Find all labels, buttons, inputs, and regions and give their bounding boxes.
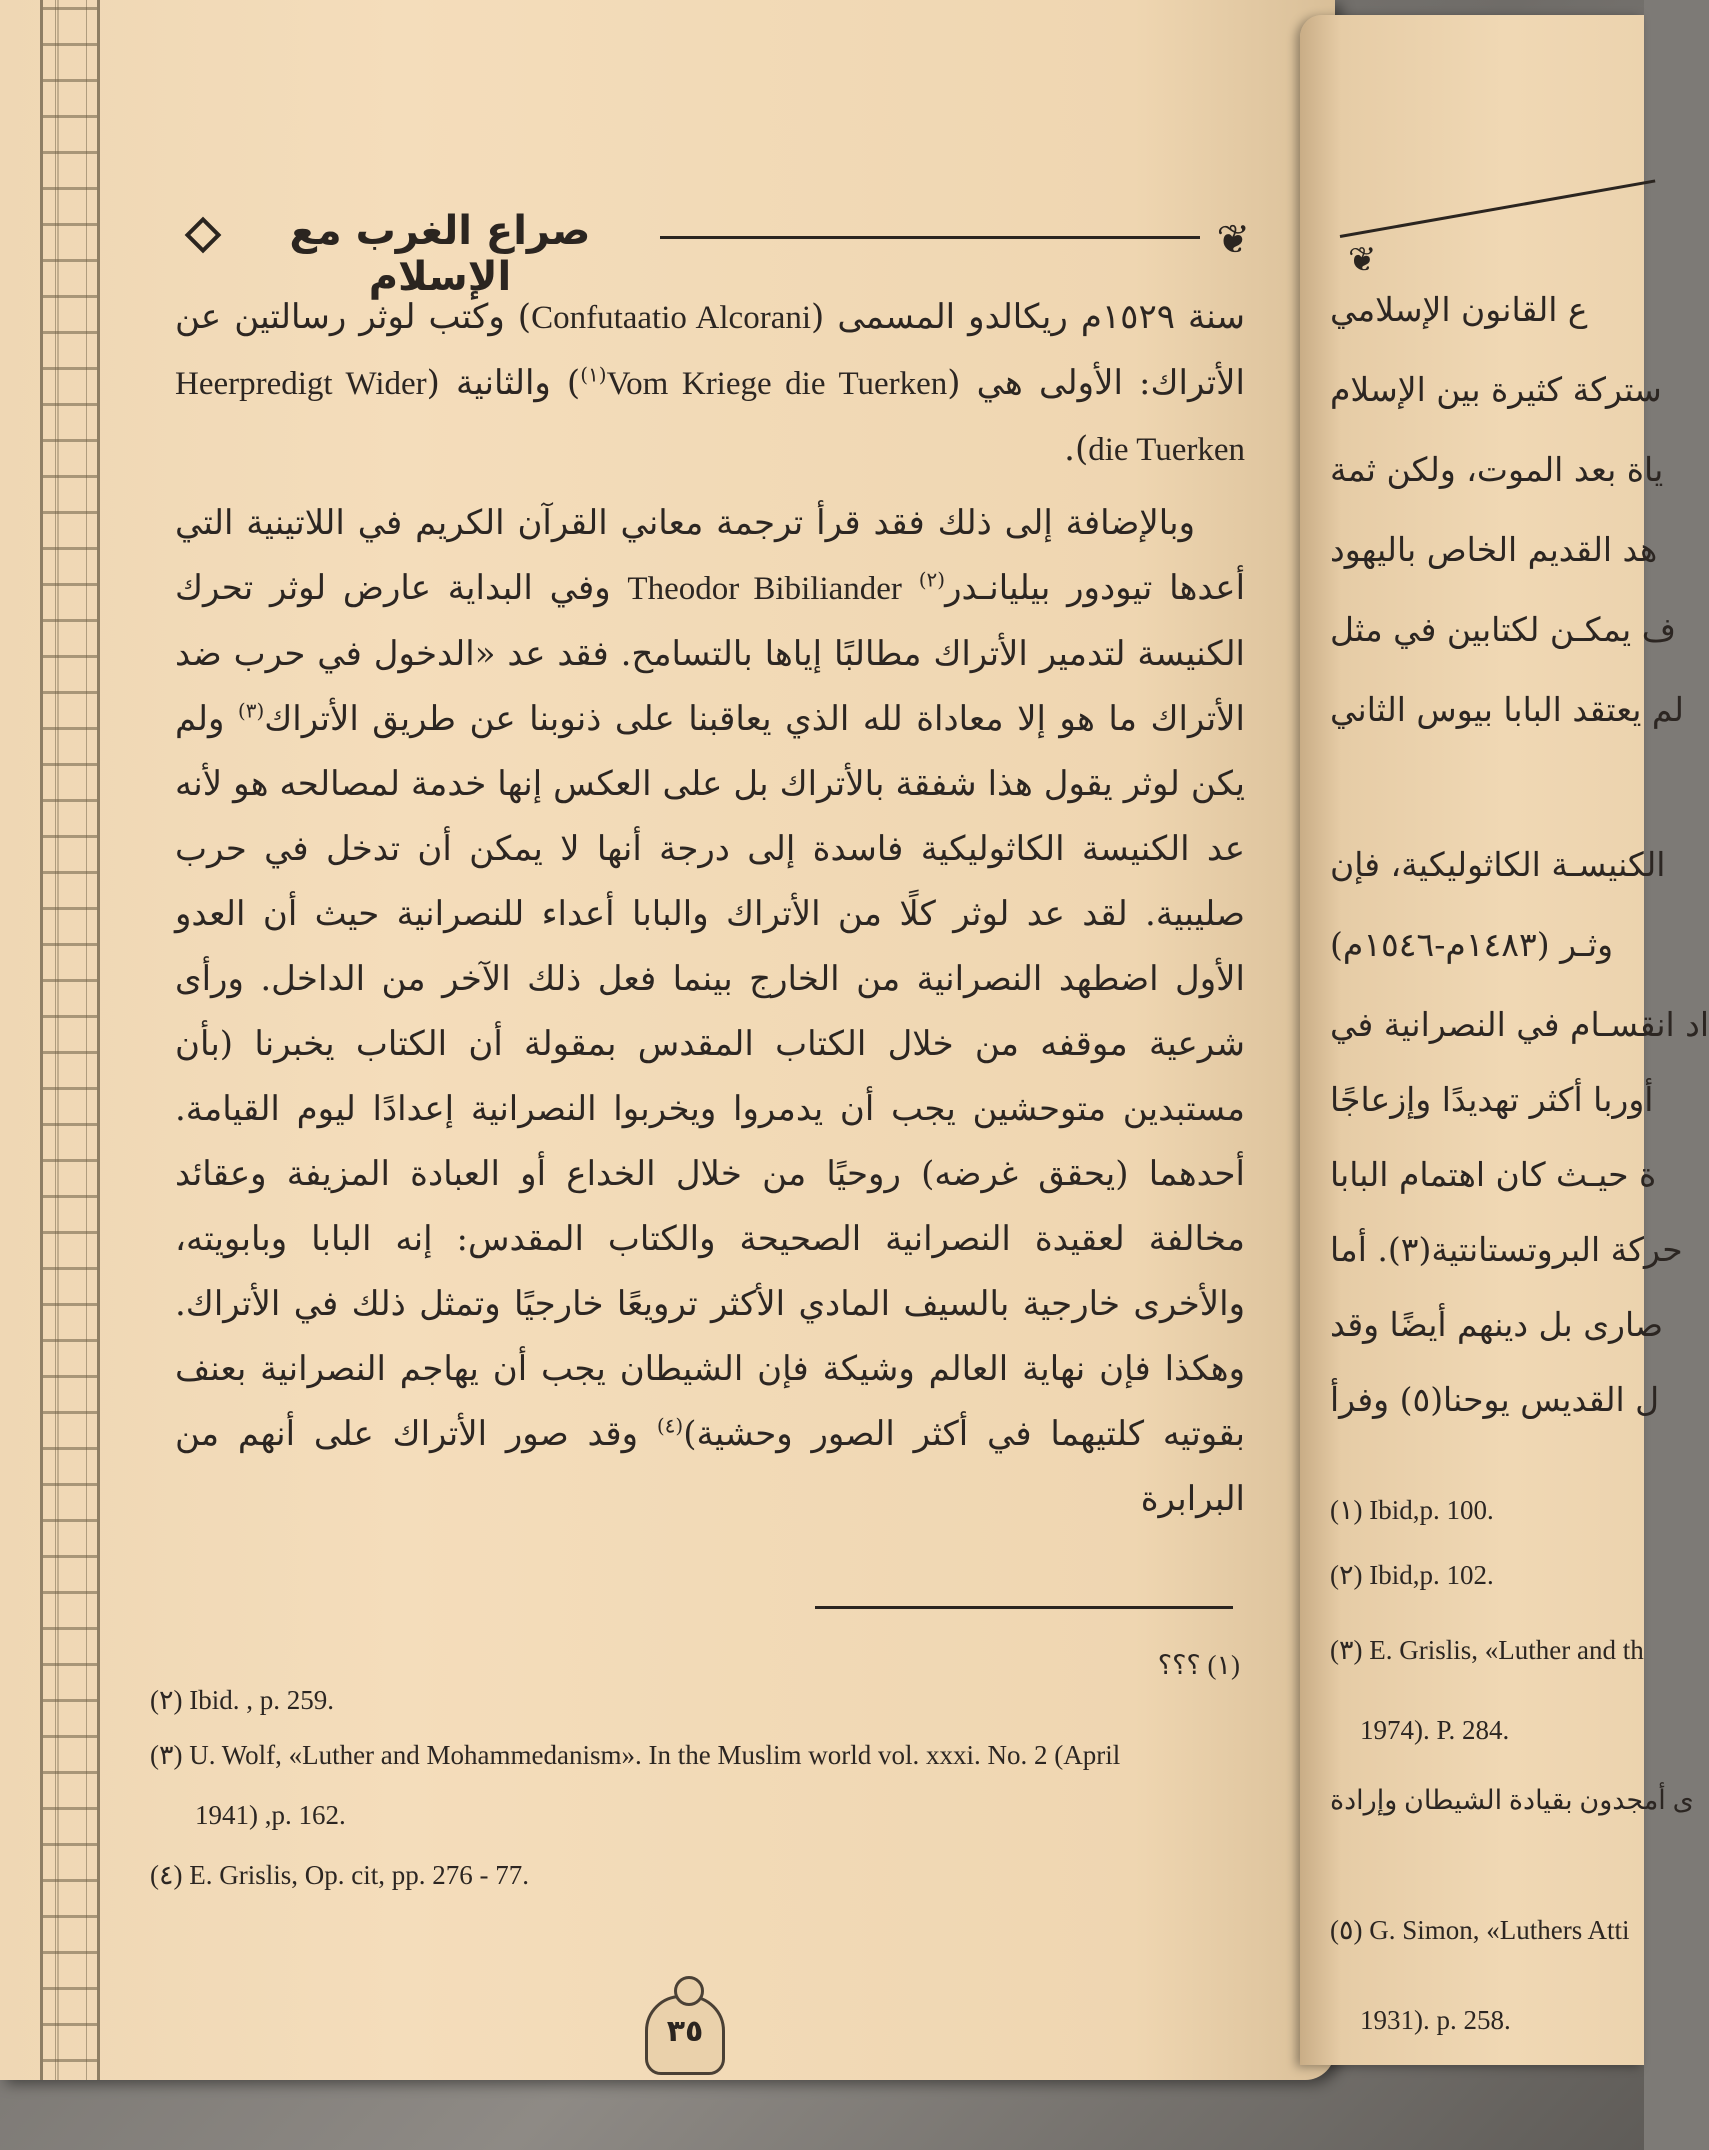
footnote-ref-4: (٤) [656,1413,684,1438]
footnote-separator-rule [815,1606,1233,1609]
right-footnote: ى أمجدون بقيادة الشيطان وإرادة [1330,1785,1694,1815]
footnote-1: (١) ؟؟؟ [1157,1650,1240,1680]
right-footnote: 1931). p. 258. [1360,2005,1511,2035]
right-footnote: (٢) Ibid,p. 102. [1330,1560,1494,1590]
right-line: ل القديس يوحنا(٥) وفرأ [1330,1380,1660,1419]
latin-title-vom-kriege: Vom Kriege die Tuerken [606,366,948,402]
right-line: صارى بل دينهم أيضًا وقد [1330,1305,1664,1344]
paragraph-2: وبالإضافة إلى ذلك فقد قرأ ترجمة معاني القرآن الكريم في اللاتينية التي أعدها تيودور بيليانـدر$^{(٢)}$ Theodor Bibiliander وفي البداية عارض لوثر تحرك الكنيسة لتدمير الأتراك مطالبًا إياها بالتسامح. فقد عد «الدخول في حرب ضد الأتراك ما هو إلا معاداة لله الذي يعاقبنا على ذنوبنا عن طريق الأتراك$^{(٣)}$ ولم يكن لوثر يقول هذا شفقة بالأتراك بل على العكس إنها خدمة لمصالحه هو لأنه عد الكنيسة الكاثوليكية فاسدة إلى درجة أنها لا يمكن أن تدخل في حرب صليبية. لقد عد لوثر كلًا من الأتراك والبابا أعداء للنصرانية حيث أن العدو الأول اضطهد النصرانية من الخارج بينما فعل ذلك الآخر من الداخل. ورأى شرعية موقفه من خلال الكتاب المقدس بمقولة أن الكتاب يخبرنا (بأن مستبدين متوحشين يجب أن يدمروا ويخربوا النصرانية إعدادًا ليوم القيامة. أحدهما (يحقق غرضه) روحيًا من خلال الخداع أو العبادة المزيفة وعقائد مخالفة لعقيدة النصرانية الصحيحة والكتاب المقدس: إنه البابا وبابويته، والأخرى خارجية بالسيف المادي الأكثر ترويعًا خارجيًا وتمثل ذلك في الأتراك. وهكذا فإن نهاية العالم وشيكة فإن الشيطان يجب أن يهاجم النصرانية بعنف بقوتيه كلتيهما في أكثر الصور وحشية)$^{(٤)}$ وقد صور الأتراك على أنهم من البرابرة [175,503,1246,1519]
paragraph-1: سنة ١٥٢٩م ريكالدو المسمى (Confutaatio Alcorani) وكتب لوثر رسالتين عن الأتراك: الأولى هي (Vom Kriege die Tuerken$^{(١)}$) والثانية (Heerpredigt Wider die Tuerken). [175,297,1245,469]
running-header-title: صراع الغرب مع الإسلام [289,208,591,300]
right-line: اد انقسـام في النصرانية في [1330,1005,1709,1044]
right-line: حركة البروتستانتية(٣). أما [1330,1230,1683,1269]
footnote-3-continuation: 1941) ,p. 162. [195,1800,346,1830]
right-line: أوربا أكثر تهديدًا وإزعاجًا [1330,1080,1654,1119]
right-footnote: (١) Ibid,p. 100. [1330,1495,1494,1525]
header-rule [660,236,1200,239]
right-line: وثـر (١٤٨٣م-١٥٤٦م) [1330,925,1614,964]
footnote-ref-1: (١) [580,362,607,387]
right-line: ف يمكـن لكتابين في مثل [1330,610,1676,649]
right-footnote: (٥) G. Simon, «Luthers Atti [1330,1915,1630,1945]
latin-title-confutatio: Confutaatio Alcorani [531,300,812,336]
footnote-3: (٣) U. Wolf, «Luther and Mohammedanism». In the Muslim world vol. xxxi. No. 2 (April [150,1740,1121,1770]
right-footnote: 1974). P. 284. [1360,1715,1510,1745]
ornamental-border [40,0,100,2080]
right-line: هد القديم الخاص باليهود [1330,530,1658,569]
right-line: ياة بعد الموت، ولكن ثمة [1330,450,1664,489]
right-line: الكنيسـة الكاثوليكية، فإن [1330,845,1666,884]
right-page-partial [1300,15,1709,2065]
right-header-rule [1340,179,1656,238]
right-line: ع القانون الإسلامي [1330,290,1588,329]
right-footnote: (٣) E. Grislis, «Luther and th [1330,1635,1644,1665]
page-number-medallion [645,1995,725,2075]
right-line: ستركة كثيرة بين الإسلام [1330,370,1662,409]
latin-title-heerpredigt: Heerpredigt Wider die Tuerken [175,366,1245,468]
diamond-ornament-icon [185,217,222,254]
page-number: ٣٥ [666,2014,704,2049]
footnote-ref-2: (٢) [918,567,946,592]
flourish-ornament-icon: ❦ [1216,217,1250,263]
right-line: لم يعتقد البابا بيوس الثاني [1330,690,1684,729]
right-flourish-ornament-icon: ❦ [1348,240,1377,280]
footnote-ref-3: (٣) [237,698,265,723]
right-line: ة حيـث كان اهتمام البابا [1330,1155,1657,1194]
main-text [175,285,1245,1532]
running-header [190,200,1270,300]
footnote-4: (٤) E. Grislis, Op. cit, pp. 276 - 77. [150,1860,529,1890]
footnote-2: (٢) Ibid. , p. 259. [150,1685,334,1715]
latin-name-bibiliander: Theodor Bibiliander [627,571,902,607]
